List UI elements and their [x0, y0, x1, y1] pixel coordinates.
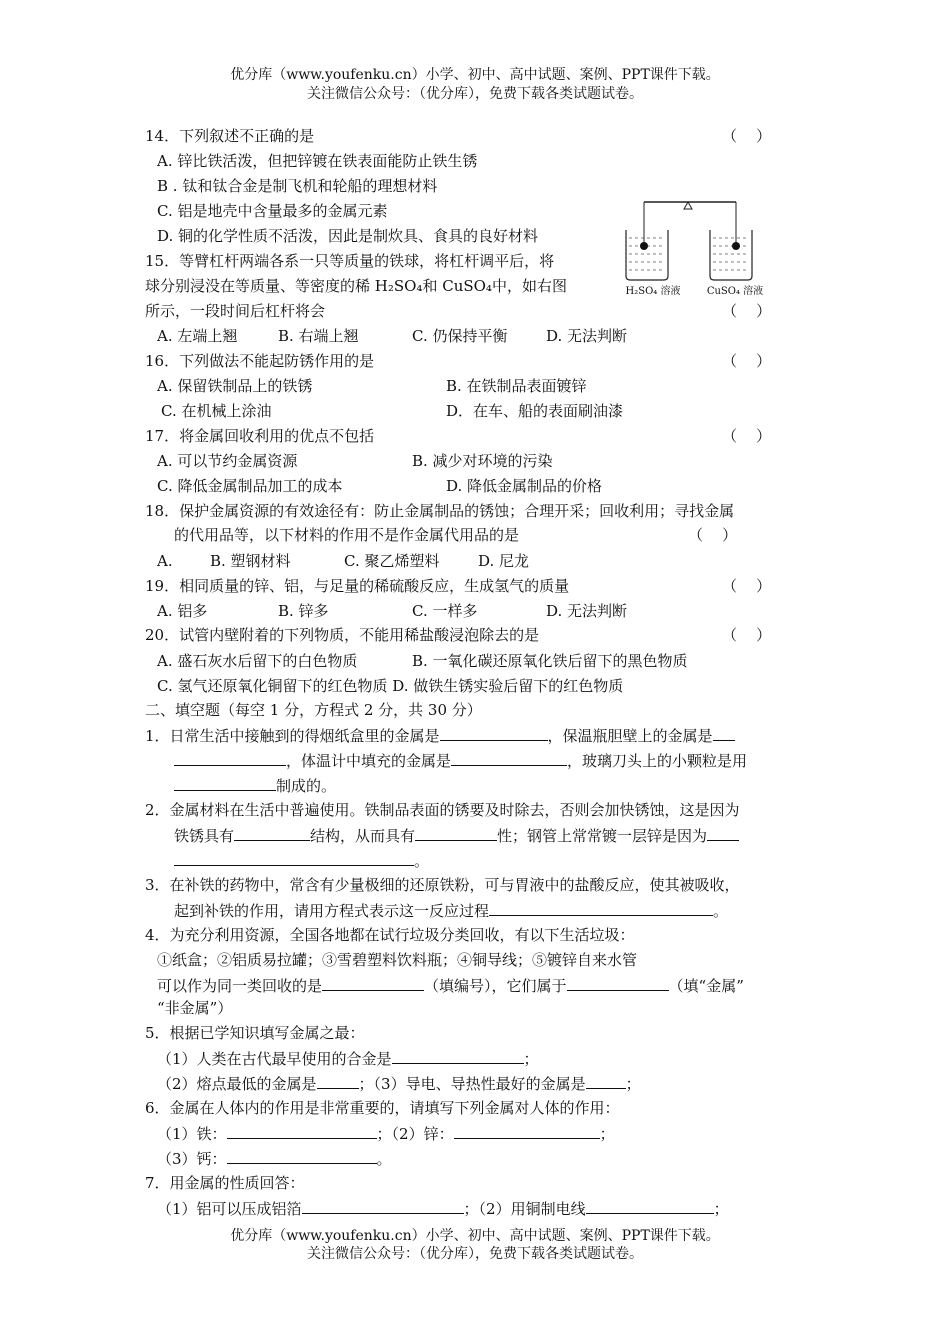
q18-option-a: A. — [157, 552, 173, 570]
f3-blank-1[interactable] — [489, 900, 713, 916]
f2-text-4: 性；钢管上常常镀一层锌是因为 — [497, 827, 708, 845]
f6-blank-iron[interactable] — [227, 1123, 377, 1139]
f1-text-4: ，玻璃刀头上的小颗粒是用 — [567, 752, 748, 770]
q15-stem-line3: 所示，一段时间后杠杆将会 — [145, 302, 326, 320]
q20-options-cd: C. 氢气还原氧化铜留下的红色物质 D. 做铁生锈实验后留下的红色物质 — [157, 677, 624, 695]
q18-stem-line1: 18．保护金属资源的有效途径有：防止金属制品的锈蚀；合理开采；回收利用；寻找金属 — [145, 502, 735, 520]
f5-line2 — [157, 1048, 539, 1069]
f5-line1: 5．根据已学知识填写金属之最： — [145, 1024, 365, 1042]
page-footer-line2: 关注微信公众号：（优分库），免费下载各类试题试卷。 — [307, 1246, 643, 1262]
f4-text-5: （填“金属” — [668, 977, 744, 995]
f4-line4: “非金属”） — [157, 999, 233, 1017]
f5-line3 — [157, 1073, 641, 1094]
f6-text-3: ；（2）锌： — [376, 1125, 454, 1143]
f1-line1 — [145, 725, 735, 746]
f6-line3 — [157, 1148, 392, 1169]
q14-option-c: C. 铝是地壳中含量最多的金属元素 — [157, 202, 388, 220]
f5-text-6: ； — [625, 1075, 641, 1093]
q15-option-d: D. 无法判断 — [546, 327, 628, 345]
f6-text-5: （3）钙： — [157, 1150, 227, 1168]
q19-option-b: B. 锌多 — [278, 602, 329, 620]
q14-option-a: A. 锌比铁活泼，但把锌镀在铁表面能防止铁生锈 — [157, 152, 478, 170]
q19-option-c: C. 一样多 — [412, 602, 478, 620]
q17-option-c: C. 降低金属制品加工的成本 — [157, 477, 343, 495]
q19-answer-paren: （ ） — [722, 577, 772, 595]
f1-blank-2b[interactable] — [174, 750, 286, 766]
f3-line1: 3．在补铁的药物中，常含有少量极细的还原铁粉，可与胃液中的盐酸反应，使其被吸收， — [145, 876, 740, 894]
figure-label-h2so4: H₂SO₄ 溶液 — [625, 286, 681, 297]
f5-text-3: ； — [523, 1050, 539, 1068]
q17-option-a: A. 可以节约金属资源 — [157, 452, 298, 470]
f7-text-2: （1）铝可以压成铝箔 — [157, 1200, 302, 1218]
f1-line2 — [174, 750, 747, 771]
q20-option-a: A. 盛石灰水后留下的白色物质 — [157, 652, 358, 670]
f2-text-5: 。 — [414, 852, 430, 870]
f6-text-4: ； — [599, 1125, 615, 1143]
f2-line3 — [174, 850, 429, 871]
q14-stem: 14．下列叙述不正确的是 — [145, 127, 315, 145]
q14-option-d: D. 铜的化学性质不活泼，因此是制炊具、食具的良好材料 — [157, 227, 539, 245]
page-footer-line1: 优分库（www.youfenku.cn）小学、初中、高中试题、案例、PPT课件下载。 — [230, 1228, 720, 1244]
f2-blank-3b[interactable] — [174, 850, 414, 866]
f1-blank-2a[interactable] — [713, 725, 735, 741]
q19-option-d: D. 无法判断 — [546, 602, 628, 620]
f6-line1: 6．金属在人体内的作用是非常重要的，请填写下列金属对人体的作用： — [145, 1099, 620, 1117]
f1-text-5: 制成的。 — [276, 777, 337, 795]
f4-blank-1[interactable] — [322, 975, 424, 991]
f6-blank-zinc[interactable] — [454, 1123, 600, 1139]
f5-text-4: （2）熔点最低的金属是 — [157, 1075, 317, 1093]
q15-option-c: C. 仍保持平衡 — [412, 327, 508, 345]
q14-option-b: B . 钛和钛合金是制飞机和轮船的理想材料 — [157, 177, 438, 195]
q19-stem: 19．相同质量的锌、铝，与足量的稀硫酸反应，生成氢气的质量 — [145, 577, 570, 595]
f4-line2: ①纸盒；②铝质易拉罐；③雪碧塑料饮料瓶；④铜导线；⑤镀锌自来水管 — [157, 951, 638, 969]
f2-line1: 2．金属材料在生活中普遍使用。铁制品表面的锈要及时除去，否则会加快锈蚀，这是因为 — [145, 801, 740, 819]
f4-line1: 4．为充分利用资源，全国各地都在试行垃圾分类回收，有以下生活垃圾： — [145, 926, 635, 944]
f1-blank-3[interactable] — [451, 750, 567, 766]
q17-answer-paren: （ ） — [722, 427, 772, 445]
f2-blank-2[interactable] — [415, 825, 497, 841]
f5-blank-3[interactable] — [586, 1073, 626, 1089]
q15-option-b: B. 右端上翘 — [278, 327, 359, 345]
q17-option-d: D. 降低金属制品的价格 — [446, 477, 603, 495]
f7-blank-1[interactable] — [302, 1198, 464, 1214]
f2-text-2: 铁锈具有 — [174, 827, 235, 845]
f5-blank-1[interactable] — [392, 1048, 524, 1064]
q15-answer-paren: （ ） — [722, 302, 772, 320]
f1-blank-4[interactable] — [174, 775, 276, 791]
q18-option-d: D. 尼龙 — [478, 552, 530, 570]
q18-stem-line2: 的代用品等，以下材料的作用不是作金属代用品的是 — [174, 526, 520, 544]
f7-blank-2[interactable] — [586, 1198, 714, 1214]
q18-answer-paren: （ ） — [688, 526, 738, 544]
q15-option-a: A. 左端上翘 — [157, 327, 238, 345]
q14-answer-paren: （ ） — [722, 127, 772, 145]
f4-blank-2[interactable] — [567, 975, 669, 991]
f7-line2 — [157, 1198, 729, 1219]
q19-option-a: A. 铝多 — [157, 602, 208, 620]
q16-option-b: B. 在铁制品表面镀锌 — [446, 377, 587, 395]
q16-option-c: C. 在机械上涂油 — [161, 402, 272, 420]
f6-line2 — [157, 1123, 615, 1144]
f7-text-4: ； — [713, 1200, 729, 1218]
f2-text-3: 结构，从而具有 — [310, 827, 416, 845]
q18-option-b: B. 塑钢材料 — [210, 552, 291, 570]
figure-label-cuso4: CuSO₄ 溶液 — [706, 286, 764, 297]
f1-blank-1[interactable] — [440, 725, 548, 741]
q20-option-b: B. 一氧化碳还原氧化铁后留下的黑色物质 — [412, 652, 688, 670]
q16-option-a: A. 保留铁制品上的铁锈 — [157, 377, 313, 395]
f4-text-3: 可以作为同一类回收的是 — [157, 977, 323, 995]
f3-text-2: 起到补铁的作用，请用方程式表示这一反应过程 — [174, 902, 490, 920]
f6-text-6: 。 — [376, 1150, 392, 1168]
q20-answer-paren: （ ） — [722, 626, 772, 644]
f2-blank-1[interactable] — [234, 825, 310, 841]
f4-line3 — [157, 975, 744, 996]
f1-text-2: ，保温瓶胆壁上的金属是 — [547, 727, 713, 745]
q18-option-c: C. 聚乙烯塑料 — [344, 552, 440, 570]
lever-beaker-figure — [618, 196, 778, 302]
q15-stem-line2: 球分别浸没在等质量、等密度的稀 H₂SO₄和 CuSO₄中，如右图 — [145, 277, 567, 295]
page-header-line2: 关注微信公众号：（优分库），免费下载各类试题试卷。 — [307, 86, 643, 102]
q17-option-b: B. 减少对环境的污染 — [412, 452, 553, 470]
page-header-line1: 优分库（www.youfenku.cn）小学、初中、高中试题、案例、PPT课件下载。 — [230, 67, 720, 83]
q15-stem-line1: 15．等臂杠杆两端各系一只等质量的铁球，将杠杆调平后，将 — [145, 252, 555, 270]
f3-text-3: 。 — [713, 902, 729, 920]
f2-line2 — [174, 825, 739, 846]
f1-text-3: ，体温计中填充的金属是 — [286, 752, 452, 770]
f7-text-3: ；（2）用铜制电线 — [463, 1200, 586, 1218]
f1-text-1: 1．日常生活中接触到的得烟纸盒里的金属是 — [145, 727, 440, 745]
f2-blank-3a[interactable] — [707, 825, 739, 841]
f3-line2 — [174, 900, 728, 921]
q17-stem: 17．将金属回收利用的优点不包括 — [145, 427, 375, 445]
f5-text-5: ；（3）导电、导热性最好的金属是 — [358, 1075, 586, 1093]
q20-stem: 20．试管内壁附着的下列物质，不能用稀盐酸浸泡除去的是 — [145, 626, 540, 644]
f6-text-2: （1）铁： — [157, 1125, 227, 1143]
f5-blank-2[interactable] — [317, 1073, 359, 1089]
f4-text-4: （填编号），它们属于 — [424, 977, 567, 995]
f5-text-2: （1）人类在古代最早使用的合金是 — [157, 1050, 392, 1068]
q16-answer-paren: （ ） — [722, 352, 772, 370]
f7-line1: 7．用金属的性质回答： — [145, 1174, 305, 1192]
f1-line3 — [174, 775, 336, 796]
f6-blank-calcium[interactable] — [227, 1148, 377, 1164]
q16-option-d: D．在车、船的表面刷油漆 — [446, 402, 624, 420]
section2-title: 二、填空题（每空 1 分，方程式 2 分，共 30 分） — [145, 701, 482, 719]
q16-stem: 16．下列做法不能起防锈作用的是 — [145, 352, 375, 370]
